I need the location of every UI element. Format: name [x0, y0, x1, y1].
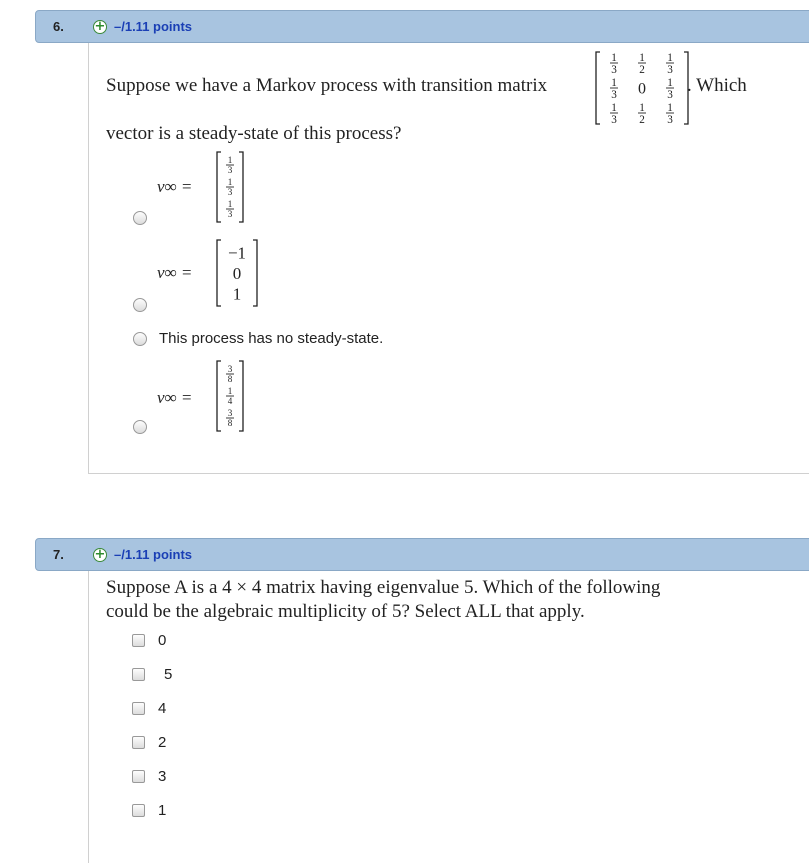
question-points: –/1.11 points — [114, 547, 193, 562]
vector-option-4 — [215, 359, 245, 433]
denominator: 3 — [227, 165, 233, 176]
question-6-border — [88, 43, 89, 473]
v-inf-label-4: v∞ = — [157, 388, 193, 407]
checkbox-option-2[interactable] — [132, 736, 145, 749]
denominator: 3 — [667, 89, 673, 102]
checkbox-option-1[interactable] — [132, 804, 145, 817]
right-bracket — [239, 152, 243, 222]
question-number: 6. — [53, 19, 64, 34]
denominator: 4 — [227, 396, 233, 407]
vector-option-2 — [215, 238, 259, 308]
matrix-entry: 0 — [232, 263, 242, 283]
denominator: 3 — [227, 209, 233, 220]
question-6-text: Suppose we have a Markov process with transition matrix — [106, 75, 548, 96]
numerator: 1 — [227, 177, 233, 187]
option-3-text: This process has no steady-state. — [159, 330, 384, 347]
checkbox-label: 5 — [164, 666, 173, 683]
checkbox-label: 1 — [158, 802, 167, 819]
checkbox-option-5[interactable] — [132, 668, 145, 681]
numerator: 3 — [227, 408, 233, 418]
denominator: 8 — [227, 374, 233, 385]
question-7-text-line1: Suppose A is a 4 × 4 matrix having eigenvalue 5. Which of the following — [106, 577, 661, 598]
checkbox-option-4[interactable] — [132, 702, 145, 715]
checkbox-label: 2 — [158, 734, 167, 751]
checkbox-option-3[interactable] — [132, 770, 145, 783]
left-bracket — [217, 152, 221, 222]
vector-option-1 — [215, 150, 245, 224]
radio-option-2[interactable] — [133, 298, 147, 312]
checkbox-option-0[interactable] — [132, 634, 145, 647]
question-points: –/1.11 points — [114, 19, 193, 34]
numerator: 1 — [667, 102, 673, 114]
question-number: 7. — [53, 547, 64, 562]
denominator: 3 — [667, 114, 673, 126]
checkbox-label: 3 — [158, 768, 167, 785]
numerator: 1 — [611, 102, 617, 114]
radio-option-1[interactable] — [133, 211, 147, 225]
numerator: 1 — [227, 155, 233, 165]
question-7-header — [35, 538, 809, 571]
numerator: 1 — [639, 102, 645, 114]
plus-icon[interactable]: + — [94, 19, 106, 34]
question-6-text-line2: vector is a steady-state of this process? — [106, 123, 402, 144]
checkbox-label: 0 — [158, 632, 167, 649]
denominator: 3 — [611, 64, 617, 77]
question-7-border — [88, 571, 89, 863]
numerator: 1 — [227, 199, 233, 209]
v-inf-label-1: v∞ = — [157, 177, 193, 196]
denominator: 2 — [639, 114, 645, 126]
radio-option-4[interactable] — [133, 420, 147, 434]
question-6-header — [35, 10, 809, 43]
numerator: 1 — [639, 52, 645, 64]
numerator: 1 — [667, 52, 673, 64]
plus-icon[interactable]: + — [94, 547, 106, 562]
matrix-entry: 0 — [638, 80, 646, 98]
denominator: 3 — [227, 187, 233, 198]
denominator: 8 — [227, 418, 233, 429]
numerator: 1 — [667, 77, 673, 89]
question-6-text-after: . Which — [687, 75, 747, 96]
denominator: 3 — [611, 114, 617, 126]
denominator: 3 — [611, 89, 617, 102]
question-6-bottom-border — [88, 473, 809, 474]
numerator: 1 — [611, 52, 617, 64]
transition-matrix — [594, 50, 690, 126]
numerator: 3 — [227, 364, 233, 374]
v-inf-label-2: v∞ = — [157, 263, 193, 282]
radio-option-3[interactable] — [133, 332, 147, 346]
denominator: 3 — [667, 64, 673, 77]
right-bracket — [239, 361, 243, 431]
question-7-text-line2: could be the algebraic multiplicity of 5? Select ALL that apply. — [106, 601, 585, 622]
checkbox-label: 4 — [158, 700, 167, 717]
denominator: 2 — [639, 64, 645, 77]
matrix-entry: 1 — [232, 284, 242, 304]
left-bracket — [217, 361, 221, 431]
left-bracket — [217, 240, 221, 306]
numerator: 1 — [611, 77, 617, 89]
numerator: 1 — [227, 386, 233, 396]
matrix-entry: −1 — [227, 243, 247, 263]
right-bracket — [253, 240, 257, 306]
